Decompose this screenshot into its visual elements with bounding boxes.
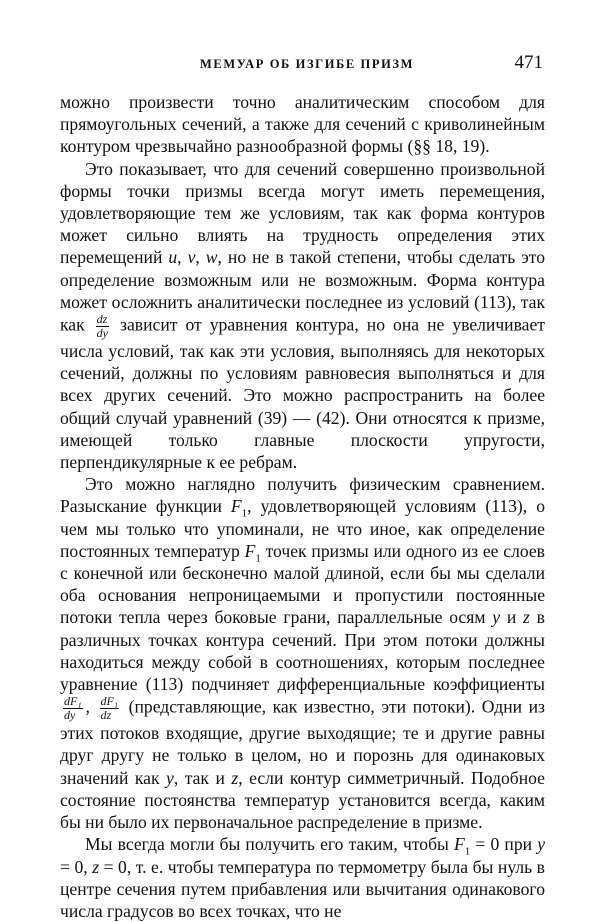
text-run: , удовлетворяющей условиям (113), о чем мы только что упоминали, не что иное, как определение постоянных температур	[60, 496, 546, 561]
text-run: ,	[177, 247, 188, 268]
text-run: зависит от уравнения контура, но она не увеличивает числа условий, так как эти условия, выполняясь для некоторых сечений, должны по условиям равновесия выполняться и для всех других сечений. Это можно распространить на более общий случай уравнений (39) — (42). Они относятся к призме, имеющей только главные плоскости упругости, перпендикулярные к ее ребрам.	[60, 314, 545, 473]
subscript: 1	[255, 552, 261, 565]
text-run: Это можно наглядно получить физическим сравнением. Разыскание функции	[60, 474, 545, 517]
text-run: ,	[195, 247, 206, 268]
fraction-numerator: dz	[96, 312, 108, 327]
paragraph-1	[60, 91, 545, 158]
variable-z: z	[92, 856, 100, 877]
text-run: точек призмы или одного из ее слоев с конечной или бесконечно малой длиной, если бы мы сделали оба основания непроницаемыми и пропустили постоянные потоки тепла через боковые грани, параллельные осям	[60, 540, 545, 628]
subscript: 1	[241, 507, 248, 520]
running-title: МЕМУАР ОБ ИЗГИБЕ ПРИЗМ	[200, 57, 415, 71]
text-run: = 0 при	[470, 834, 538, 855]
text-run: Это показывает, что для сечений совершенно произвольной формы точки призмы всегда могут иметь перемещения, удовлетворяющие тем же условиям, так как форма контуров может сильно влиять на трудность определения этих перемещений	[60, 158, 545, 268]
subscript: 1	[464, 845, 471, 858]
text-run: = 0, т. е. чтобы температура по термометру была бы нуль в центре сечения путем прибавления или вычитания одинакового числа градусов во всех точках, что не	[60, 856, 545, 921]
text-run: = 0,	[60, 856, 93, 877]
text-run: , так и	[173, 767, 232, 788]
text-run: в различных точках контура сечений. При этом потоки должны находиться между собой в соотношениях, которым последнее уравнение (113) подчиняет дифференциальные коэффициенты	[60, 607, 545, 695]
variable-z: z	[231, 767, 239, 788]
variable-F: F	[244, 540, 256, 561]
fraction-dF1-dy	[63, 695, 83, 722]
fraction-denominator: dy	[64, 708, 76, 723]
fraction-denominator: dz	[100, 708, 112, 723]
fraction-numerator: dF₁	[64, 694, 82, 709]
fraction-dF1-dz	[100, 695, 120, 722]
paragraph-4	[60, 833, 545, 922]
variable-u: u	[168, 247, 178, 268]
page-number: 471	[514, 52, 543, 73]
text-run: , но не в такой степени, чтобы сделать это определение возможным или не возможным. Форма контура может осложнить аналитически последнее из условий (113), так как	[60, 247, 546, 335]
page-header	[60, 54, 545, 78]
variable-y: y	[166, 767, 174, 788]
paragraph-2	[60, 158, 545, 474]
fraction-dz-dy	[96, 313, 109, 340]
text-run: Мы всегда могли бы получить его таким, чтобы	[85, 834, 454, 855]
text-run: ,	[85, 696, 97, 717]
variable-F: F	[454, 834, 465, 855]
text-run: и	[500, 607, 524, 628]
text-run: (представляющие, как известно, эти потоки). Одни из этих потоков входящие, другие выходящие; те и другие равны друг другу не только в целом, но и порознь для одинаковых значений как	[60, 696, 546, 788]
variable-y: y	[492, 607, 501, 628]
page-body	[60, 91, 545, 922]
variable-y: y	[537, 834, 545, 855]
fraction-denominator: dy	[96, 326, 108, 341]
text-run: , если контур симметричный. Подобное состояние постоянства температур установится всегда, каким бы ни было их первоначальное распределение в призме.	[60, 767, 545, 833]
variable-w: w	[205, 247, 218, 268]
variable-z: z	[523, 607, 530, 628]
fraction-numerator: dF₁	[100, 694, 119, 709]
paragraph-3	[60, 473, 545, 833]
paragraph-1-text: можно произвести точно аналитическим способом для прямоугольных сечений, а также для сечений с криволинейным контуром чрезвычайно разнообразной формы (§§ 18, 19).	[60, 92, 545, 157]
variable-v: v	[187, 247, 196, 268]
variable-F: F	[230, 496, 242, 517]
